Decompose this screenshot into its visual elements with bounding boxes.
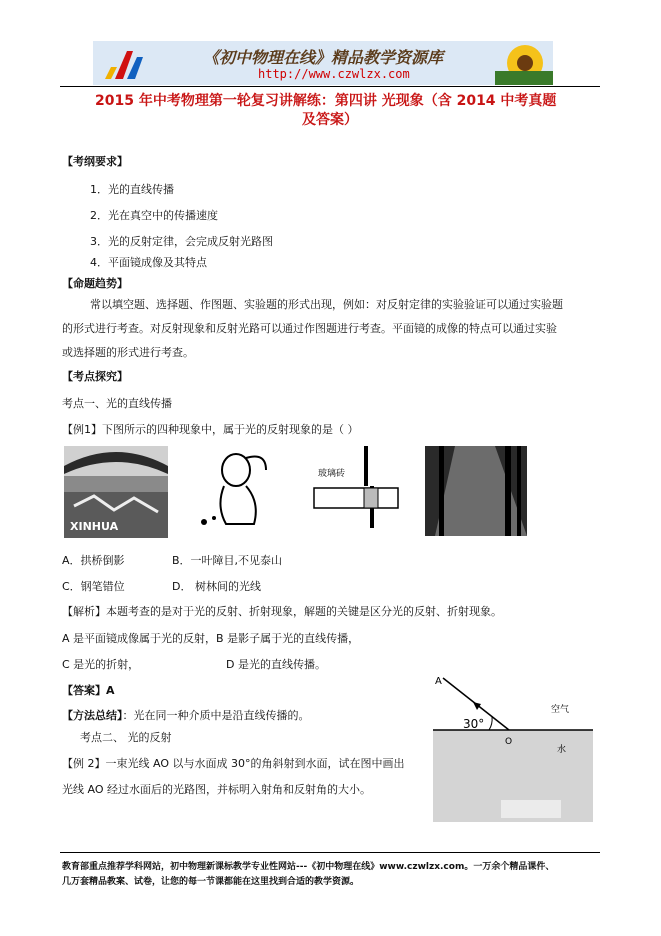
analysis-line-2: A 是平面镜成像属于光的反射，B 是影子属于光的直线传播， (62, 632, 360, 645)
kaogang-item-2: 2．光在真空中的传播速度 (90, 209, 218, 222)
option-b: B．一叶障目,不见泰山 (172, 554, 283, 567)
logo-icon (97, 45, 157, 83)
banner-title: 《初中物理在线》精品教学资源库 (203, 48, 444, 67)
glass-label: 玻璃砖 (318, 469, 346, 479)
mingti-line-3: 或选择题的形式进行考查。 (62, 346, 194, 359)
point-2-heading: 考点二、 光的反射 (80, 731, 172, 744)
footer-line-1: 教育部重点推荐学科网站，初中物理新课标教学专业性网站---《初中物理在线》www.czwlzx.com。一万余个精品课件、 (62, 862, 555, 872)
page-footer (62, 860, 602, 890)
analysis-line-4: D 是光的直线传播。 (226, 658, 326, 671)
bridge-reflection-image (64, 446, 168, 538)
option-d: D． 树林间的光线 (172, 580, 261, 593)
example-1-question: 【例1】下图所示的四种现象中，属于光的反射现象的是（ ） (62, 423, 359, 436)
leaf-blocking-eye-image (196, 446, 280, 530)
kaogang-item-4: 4．平面镜成像及其特点 (90, 256, 207, 269)
banner-url[interactable]: http://www.czwlzx.com (258, 67, 410, 81)
refraction-figure (433, 672, 593, 822)
pen-through-glass-image (310, 446, 402, 530)
footer-divider (60, 852, 600, 853)
section-heading-kaogang: 【考纲要求】 (62, 155, 128, 168)
figure-label-angle: 30° (463, 717, 485, 731)
option-a: A．拱桥倒影 (62, 554, 125, 567)
forest-light-image (425, 446, 527, 536)
section-heading-kaodian: 【考点探究】 (62, 370, 128, 383)
mingti-line-1: 常以填空题、选择题、作图题、实验题的形式出现，例如：对反射定律的实验验证可以通过实验题 (90, 298, 563, 311)
title-line-1: 2015 年中考物理第一轮复习讲解练：第四讲 光现象（含 2014 中考真题 (95, 93, 557, 109)
kaogang-item-1: 1．光的直线传播 (90, 183, 174, 196)
sunflower-icon (495, 41, 553, 85)
example-2-line-2: 光线 AO 经过水面后的光路图，并标明入射角和反射角的大小。 (62, 783, 371, 796)
analysis-line-1: 【解析】本题考查的是对于光的反射、折射现象，解题的关键是区分光的反射、折射现象。 (62, 605, 502, 618)
analysis-line-3: C 是光的折射， (62, 658, 140, 671)
figure-label-a: A (435, 676, 442, 687)
example-2-line-1: 【例 2】一束光线 AO 以与水面成 30°的角斜射到水面，试在图中画出 (62, 757, 405, 770)
figure-label-air: 空气 (551, 705, 570, 715)
mingti-line-2: 的形式进行考查。对反射现象和反射光路可以通过作图题进行考查。平面镜的成像的特点可以通过实验 (62, 322, 557, 335)
title-line-2: 及答案） (302, 112, 358, 128)
image-watermark: XINHUA (70, 520, 119, 533)
option-c: C．钢笔错位 (62, 580, 125, 593)
summary-text: ：光在同一种介质中是沿直线传播的。 (122, 709, 310, 722)
figure-label-o: O (505, 737, 513, 747)
summary-label: 【方法总结】 (62, 709, 123, 722)
method-summary (62, 707, 310, 723)
page-title (95, 92, 565, 130)
header-divider (60, 86, 600, 87)
figure-label-water: 水 (557, 745, 567, 755)
answer: 【答案】A (62, 684, 115, 697)
kaogang-item-3: 3．光的反射定律，会完成反射光路图 (90, 235, 273, 248)
footer-line-2: 几万套精品教案、试卷，让您的每一节课都能在这里找到合适的教学资源。 (62, 877, 360, 887)
header-banner (93, 41, 553, 85)
section-heading-mingti: 【命题趋势】 (62, 277, 128, 290)
point-1-heading: 考点一、光的直线传播 (62, 397, 172, 410)
